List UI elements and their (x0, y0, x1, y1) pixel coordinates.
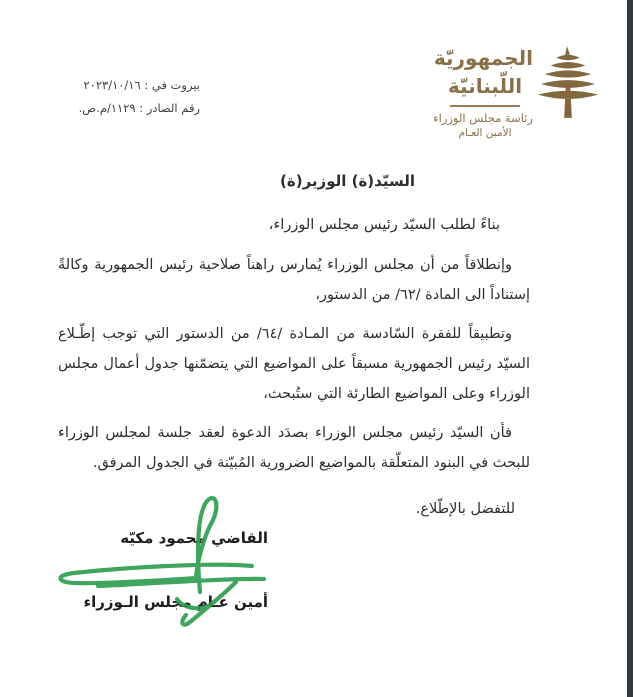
emblem-divider (450, 105, 520, 107)
office-title: رئاسة مجلس الوزراء (433, 111, 533, 125)
emblem-text-column (433, 44, 533, 141)
paragraph-4: فأن السيّد رئيس مجلس الوزراء بصدَد الدعوة لعقد جلسة لمجلس الوزراء للبحث في البنود المتعلّقة بالمواضيع الضرورية المُبيّنة في الجدول المرفق. (58, 425, 530, 471)
letter-body (58, 168, 530, 524)
letter-meta-block (60, 74, 200, 120)
signatory-name: القاضي محمود مكيّه (120, 529, 268, 547)
bureau-title: الأمين العـام (458, 127, 512, 139)
paragraph-3: وتطبيقاً للفقرة السّادسة من المـادة /٦٤/ من الدستور التي توجب إطّـلاع السيّد رئيس الجمهورية مسبقاً على المواضيع التي يتضمّنها جدول أعمال مجلس الوزراء وعلى المواضيع الطارئة التي ستُبحث، (58, 326, 530, 402)
paragraph-2: وإنطلاقاً من أن مجلس الوزراء يُمارس راهناً صلاحية رئيس الجمهورية وكالةً إستناداً الى المادة /٦٢/ من الدستور، (58, 257, 530, 303)
republic-emblem (433, 44, 599, 141)
closing-line: للتفضل بالإطّلاع. (415, 501, 515, 517)
republic-calligraphy-line1: الجمهوريّة (433, 46, 533, 70)
date-line: بيروت في : ٢٠٢٣/١٠/١٦ (83, 78, 200, 92)
reference-number-line: رقم الصادر : ١١٢٩/م.ص. (78, 101, 200, 115)
signatory-role: أمين عـام مجلس الـوزراء (83, 593, 268, 611)
signature-block (83, 528, 268, 612)
cedar-tree-icon (537, 46, 599, 118)
scan-edge-strip (627, 0, 633, 697)
republic-calligraphy-line2: اللّبنانيّة (447, 74, 523, 98)
salutation: السيّد(ة) الوزير(ة) (280, 172, 415, 190)
paragraph-1: بناءً لطلب السيّد رئيس مجلس الوزراء، (268, 217, 500, 233)
